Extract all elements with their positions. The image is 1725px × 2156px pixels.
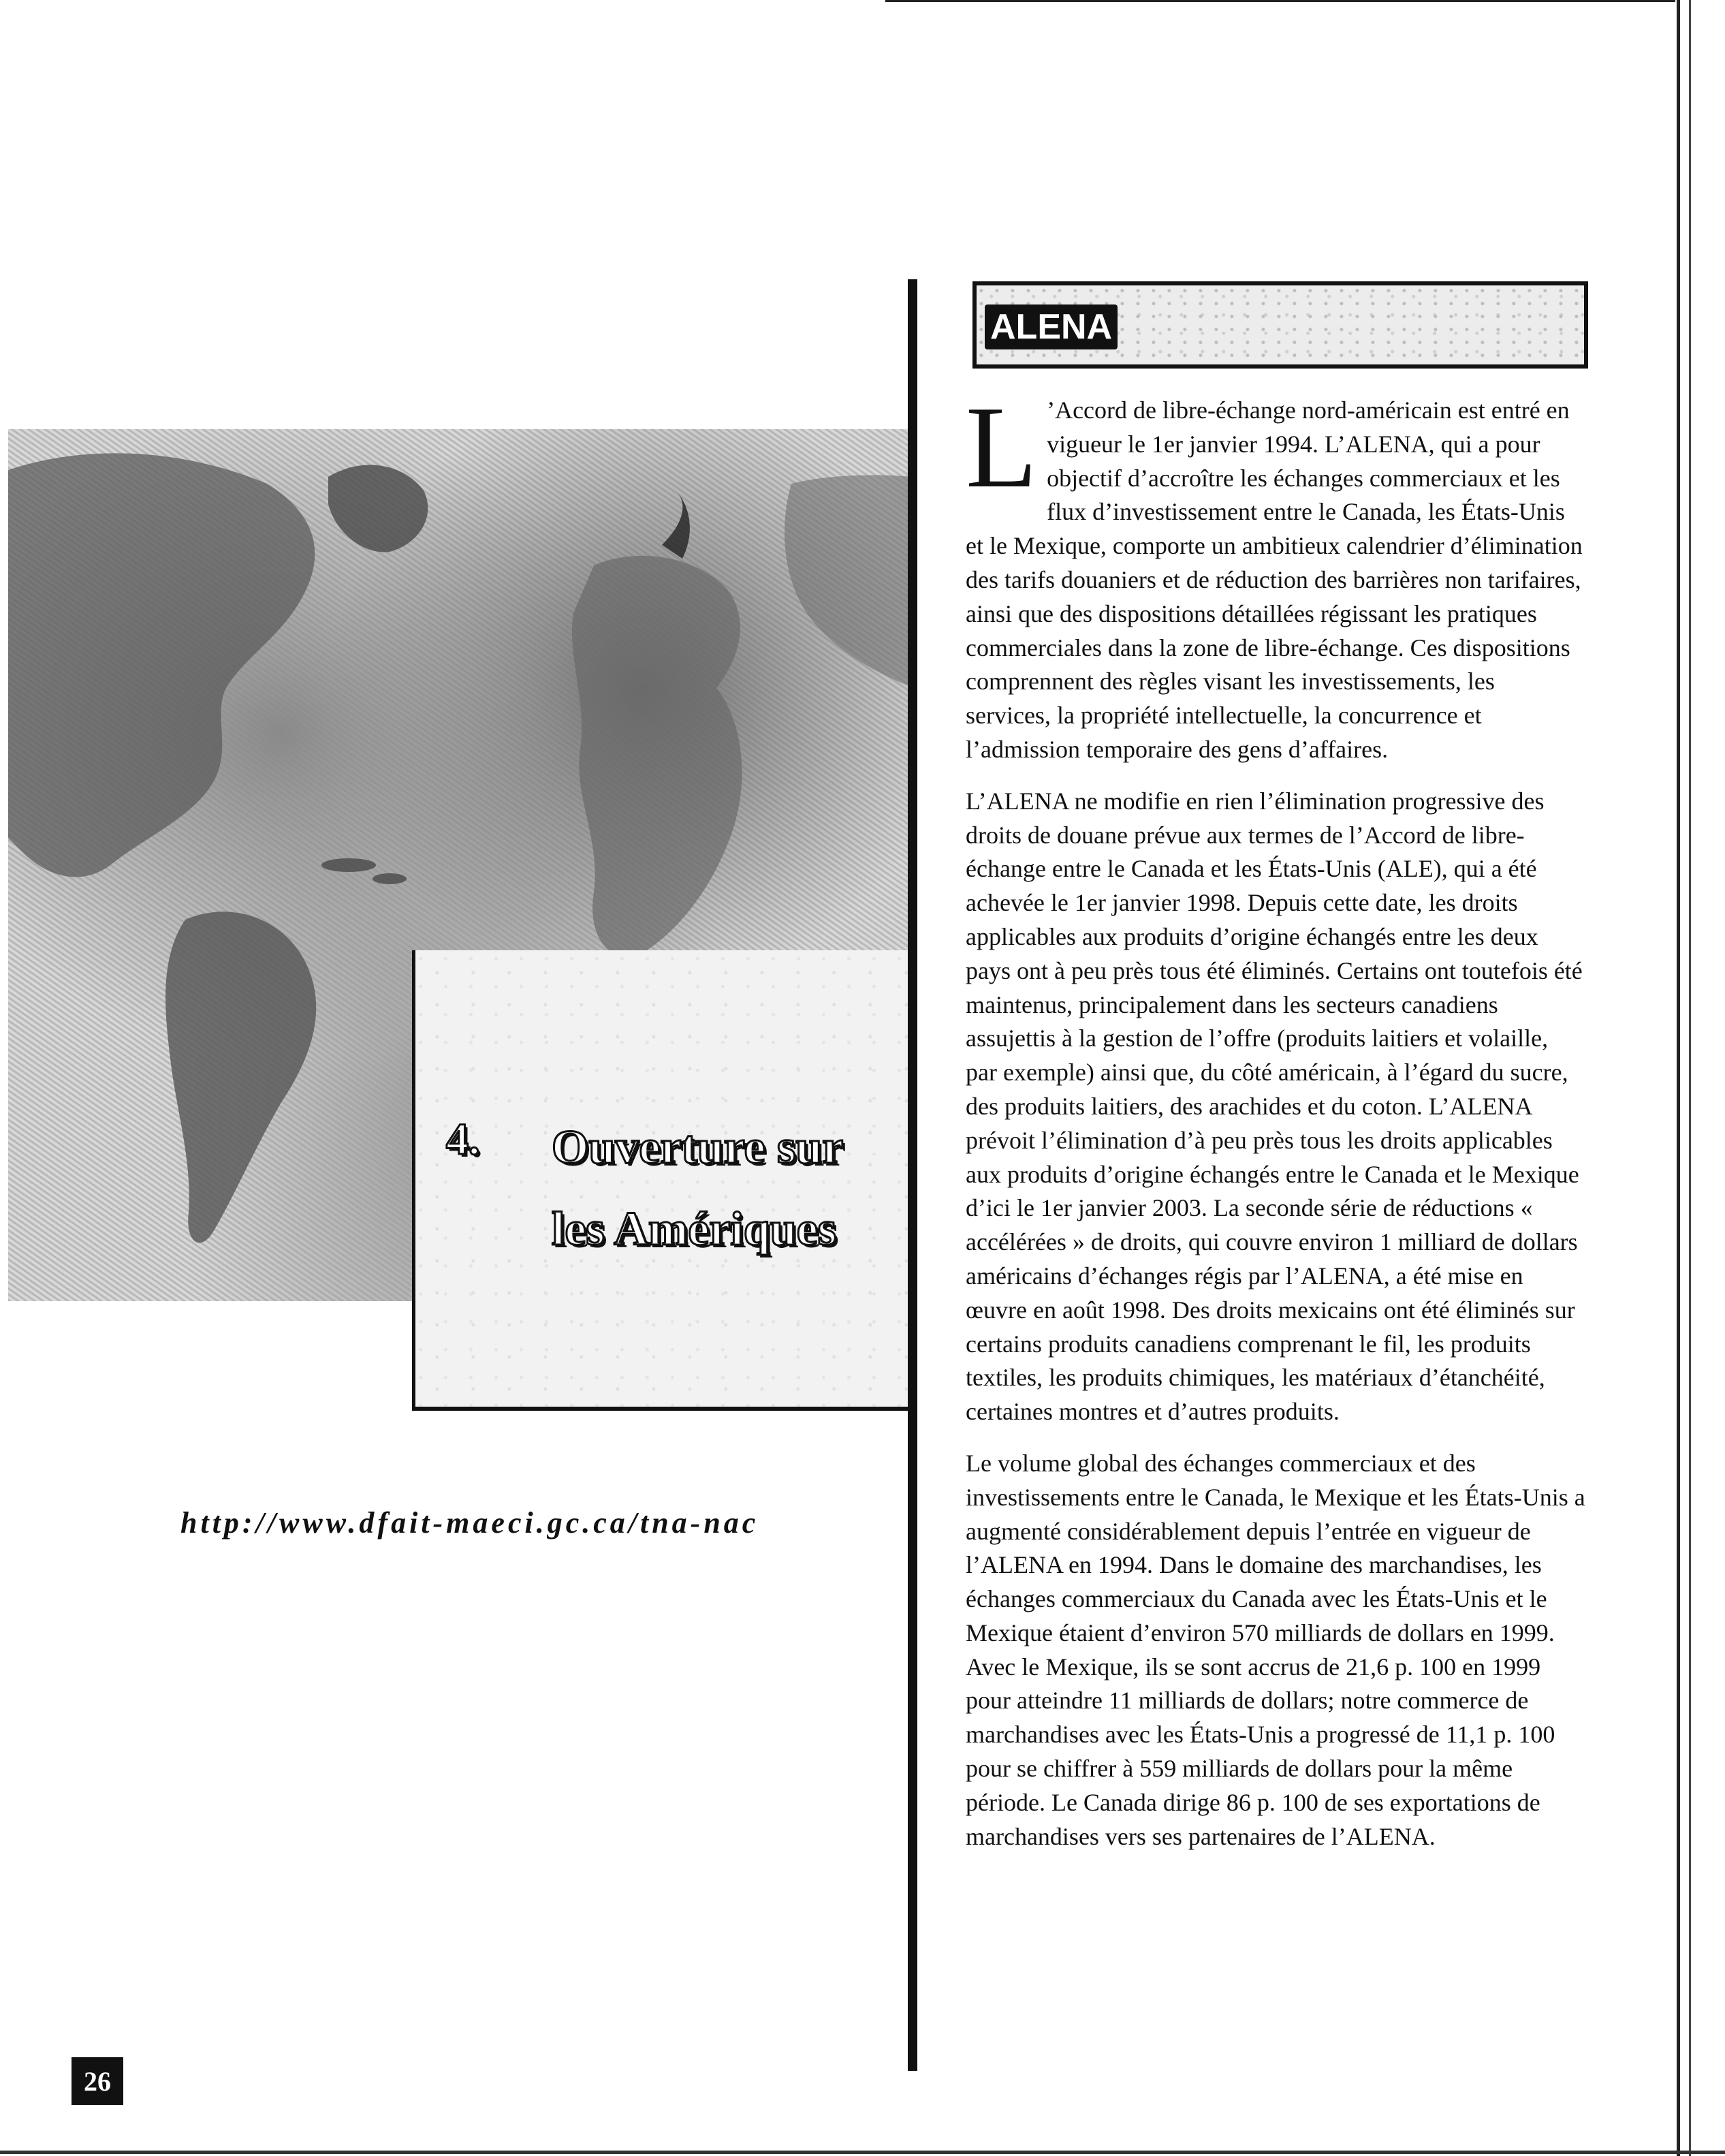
page-edge-top — [885, 0, 1675, 2]
drop-cap: L — [966, 383, 1038, 512]
page-edge-bottom — [0, 2151, 1725, 2154]
column-divider — [908, 279, 917, 2071]
section-header-box — [972, 281, 1588, 369]
chapter-title-line1: Ouverture sur — [552, 1121, 844, 1174]
chapter-number: 4. — [446, 1114, 480, 1164]
website-url[interactable]: http://www.dfait-maeci.gc.ca/tna-nac — [180, 1506, 759, 1540]
paragraph-2: L’ALENA ne modifie en rien l’élimination progressive des droits de douane prévue aux termes de l’Accord de libre-échange entre le Canada et les États-Unis (ALE), qui a été achevée le 1er janvier 1998. Depuis cette date, les droits applicables aux produits d’origine échangés entre les deux pays ont à peu près tous été éliminés. Certains ont toutefois été maintenus, principalement dans les secteurs canadiens assujettis à la gestion de l’offre (produits laitiers et volaille, par exemple) ainsi que, du côté américain, à l’égard du sucre, des produits laitiers, des arachides et du coton. L’ALENA prévoit l’élimination d’à peu près tous les droits applicables aux produits d’origine échangés entre le Canada et le Mexique d’ici le 1er janvier 2003. La seconde série de réductions « accélérées » de droits, qui couvre environ 1 milliard de dollars américains d’échanges régis par l’ALENA, a été mise en œuvre en août 1998. Des droits mexicains ont été éliminés sur certains produits canadiens comprenant le fil, les produits textiles, les produits chimiques, les matériaux d’étanchéité, certaines montres et d’autres produits. — [966, 787, 1583, 1426]
chapter-title-line2: les Amériques — [552, 1203, 837, 1255]
page-edge-right-inner — [1689, 0, 1691, 2156]
page-edge-right — [1677, 0, 1680, 2156]
paragraph-1-text: ’Accord de libre-échange nord-américain est entré en vigueur le 1er janvier 1994. L’ALENA, qui a pour objectif d’accroître les échanges commerciaux et les flux d’investissement entre le Canada, les États-Unis et le Mexique, comporte un ambitieux calendrier d’élimination des tarifs douaniers et de réduction des barrières non tarifaires, ainsi que des dispositions détaillées régissant les pratiques commerciales dans la zone de libre-échange. Ces dispositions comprennent des règles visant les investissements, les services, la propriété intellectuelle, la concurrence et l’admission temporaire des gens d’affaires. — [966, 396, 1583, 763]
chapter-title-box — [412, 950, 916, 1411]
page-number: 26 — [72, 2057, 123, 2105]
paragraph-1 — [966, 383, 1585, 767]
section-heading: ALENA — [985, 304, 1118, 349]
chapter-title — [552, 1107, 913, 1270]
paragraph-3: Le volume global des échanges commerciaux et des investissements entre le Canada, le Mexique et les États-Unis a augmenté considérablement depuis l’entrée en vigueur de l’ALENA en 1994. Dans le domaine des marchandises, les échanges commerciaux du Canada avec les États-Unis et le Mexique étaient d’environ 570 milliards de dollars en 1999. Avec le Mexique, ils se sont accrus de 21,6 p. 100 en 1999 pour atteindre 11 milliards de dollars; notre commerce de marchandises avec les États-Unis a progressé de 11,1 p. 100 pour se chiffrer à 559 milliards de dollars pour la même période. Le Canada dirige 86 p. 100 de ses exportations de marchandises vers ses partenaires de l’ALENA. — [966, 1449, 1585, 1850]
article-body — [966, 383, 1585, 1871]
